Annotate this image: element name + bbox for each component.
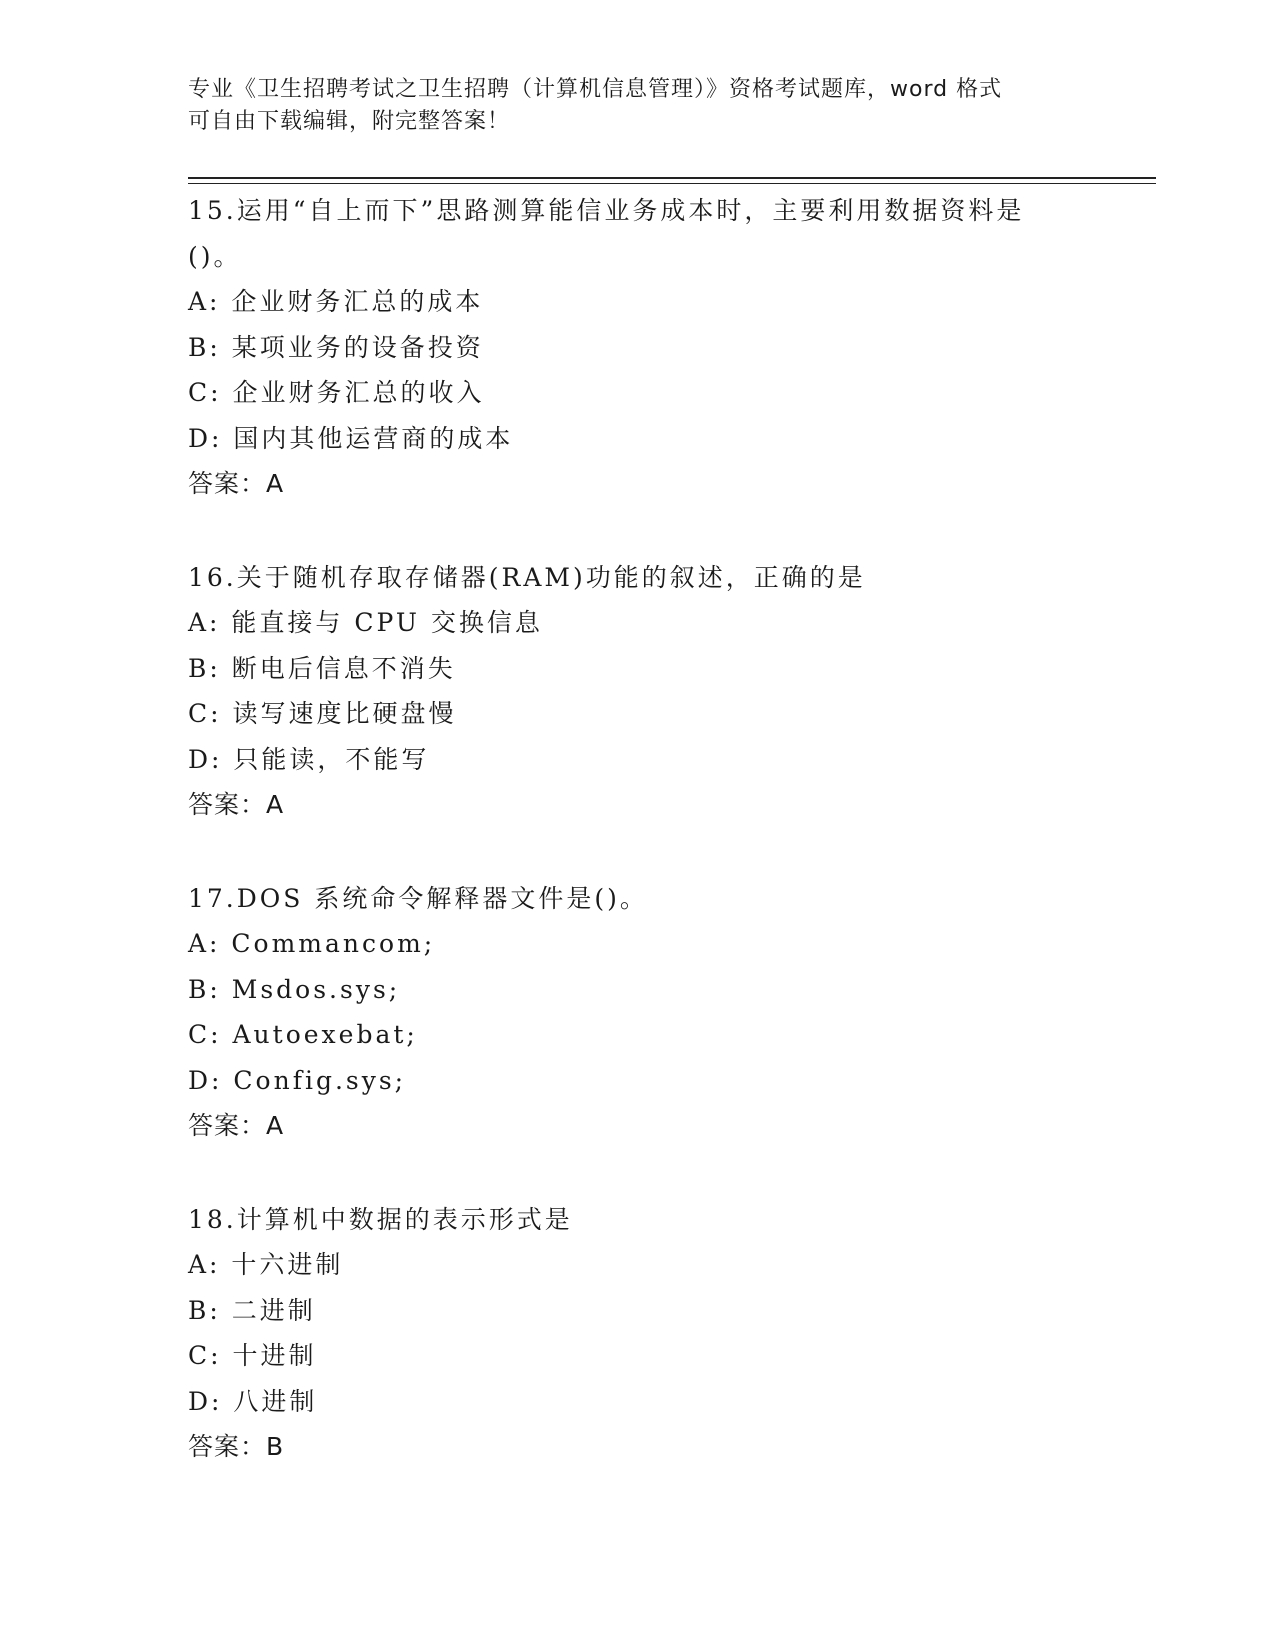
option-a: A: 企业财务汇总的成本 [188, 287, 484, 316]
header-line-1: 专业《卫生招聘考试之卫生招聘（计算机信息管理）》资格考试题库，word 格式 [188, 77, 1003, 102]
option-b: B: 断电后信息不消失 [188, 653, 456, 683]
option-d: D: 八进制 [188, 1386, 318, 1416]
question-stem-continued: ()。 [188, 241, 242, 271]
option-d: D: 国内其他运营商的成本 [188, 423, 514, 453]
question-18 [188, 1197, 1088, 1470]
option-a: A: 能直接与 CPU 交换信息 [188, 608, 543, 637]
answer: 答案：B [188, 1432, 285, 1461]
question-stem: 15.运用“自上而下”思路测算能信业务成本时，主要利用数据资料是 [188, 196, 1025, 225]
document-header [188, 74, 1088, 138]
option-c: C: 读写速度比硬盘慢 [188, 699, 457, 728]
question-list [188, 188, 1088, 1518]
option-c: C: Autoexebat; [188, 1020, 418, 1049]
option-c: C: 企业财务汇总的收入 [188, 378, 485, 407]
header-divider-thick [188, 177, 1156, 179]
option-d: D: 只能读，不能写 [188, 744, 430, 774]
answer: 答案：A [188, 790, 285, 819]
header-line-2: 可自由下载编辑，附完整答案！ [188, 109, 511, 134]
question-stem: 16.关于随机存取存储器(RAM)功能的叙述，正确的是 [188, 562, 866, 592]
question-stem: 18.计算机中数据的表示形式是 [188, 1204, 573, 1234]
answer: 答案：A [188, 469, 285, 498]
question-15 [188, 188, 1088, 507]
question-17 [188, 876, 1088, 1149]
question-16 [188, 555, 1088, 828]
question-stem: 17.DOS 系统命令解释器文件是()。 [188, 883, 648, 913]
option-b: B: 某项业务的设备投资 [188, 332, 484, 362]
option-b: B: Msdos.sys; [188, 974, 401, 1004]
option-a: A: Commancom; [188, 929, 436, 958]
option-c: C: 十进制 [188, 1341, 317, 1370]
answer: 答案：A [188, 1111, 285, 1140]
option-d: D: Config.sys; [188, 1065, 407, 1095]
option-b: B: 二进制 [188, 1295, 316, 1325]
option-a: A: 十六进制 [188, 1250, 344, 1279]
header-divider-thin [188, 183, 1156, 184]
